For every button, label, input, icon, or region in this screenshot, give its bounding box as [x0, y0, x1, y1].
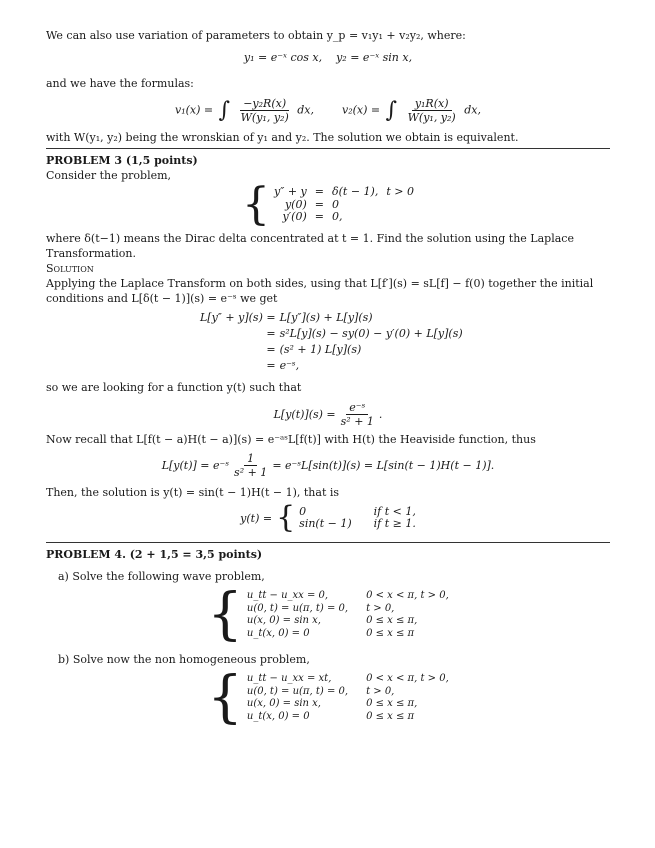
integral-sign: ∫: [218, 98, 231, 123]
derivation-cell: L[y″](s) + L[y](s): [279, 311, 373, 324]
left-brace: {: [242, 179, 271, 230]
problem3-system: [46, 179, 610, 230]
integral-sign: ∫: [385, 98, 398, 123]
v1-formula: [175, 97, 314, 124]
system-cell: δ(t − 1),: [331, 185, 379, 199]
piecewise-cell: if t < 1,: [373, 504, 416, 518]
system-cell: y(0): [284, 197, 307, 211]
laplace-derivation: [46, 310, 610, 374]
system-cell: 0,: [331, 210, 343, 224]
wave-b-cell: u(0, t) = u(π, t) = 0,: [246, 685, 349, 697]
piecewise-grid: [299, 506, 416, 531]
laplace-y-eq: [46, 401, 610, 428]
v1-dx: dx,: [297, 103, 314, 117]
system-cell: y′(0): [282, 210, 307, 224]
wave-b-cell: u(x, 0) = sin x,: [246, 698, 321, 709]
system-cell: [386, 211, 414, 224]
y-definitions: [46, 50, 610, 65]
y1-eq: y₁ = e⁻ˣ cos x,: [243, 51, 323, 64]
derivation-cell: =: [266, 359, 276, 372]
v1-lhs: v₁(x) =: [175, 103, 214, 117]
wave-b-cell: 0 < x < π, t > 0,: [366, 673, 449, 684]
v1-numerator: −y₂R(x): [240, 97, 289, 111]
wronskian-text: with W(y₁, y₂) being the wronskian of y₁ and y₂. The solution we obtain is equivalent.: [46, 131, 519, 144]
wave-b-cell: t > 0,: [366, 685, 395, 697]
ly-lhs: L[y(t)](s) =: [273, 408, 336, 421]
result-fraction: [231, 452, 270, 479]
derivation-cell: s²L[y](s) − sy(0) − y′(0) + L[y](s): [279, 327, 463, 340]
wave-a-cell: t > 0,: [366, 602, 395, 614]
derivation-cell: =: [266, 343, 276, 356]
v2-formula: [342, 97, 481, 124]
document-page: [46, 28, 610, 730]
wave-system-a-grid: [247, 590, 449, 640]
wave-a-cell: u(x, 0) = sin x,: [246, 615, 321, 626]
section-divider: [46, 148, 610, 149]
piecewise-cell: if t ≥ 1.: [373, 517, 416, 530]
left-brace: {: [276, 500, 296, 535]
ly-denominator: s² + 1: [340, 415, 374, 428]
wave-a-cell: 0 ≤ x ≤ π: [366, 627, 415, 639]
system-cell: =: [314, 197, 324, 211]
system-cell: y″ + y: [274, 185, 307, 199]
system-cell: =: [314, 210, 324, 224]
wave-a-cell: u_tt − u_xx = 0,: [246, 590, 329, 601]
v1-fraction: [238, 97, 292, 124]
result-lhs: L[y(t)] = e⁻ˢ: [161, 459, 230, 472]
wave-system-b-grid: [247, 673, 449, 723]
problem3-applying: Applying the Laplace Transform on both sides, using that L[f′](s) = sL[f] − f(0) together the initial conditions and L[δ(t − 1)](s) = e⁻ˢ we get: [46, 277, 594, 305]
laplace-result-eq: [46, 452, 610, 479]
result-numerator: 1: [244, 452, 257, 466]
piecewise-solution: [46, 500, 610, 535]
wave-b-cell: 0 ≤ x ≤ π,: [366, 698, 418, 709]
piecewise-lhs: y(t) =: [240, 511, 273, 525]
v2-fraction: [405, 97, 459, 124]
problem3-looking: so we are looking for a function y(t) such that: [46, 381, 302, 394]
piecewise-cell: sin(t − 1): [299, 517, 352, 530]
wave-a-cell: u(0, t) = u(π, t) = 0,: [246, 602, 349, 614]
problem3-system-grid: [274, 186, 414, 224]
system-cell: t > 0: [386, 185, 414, 199]
wave-b-cell: u_t(x, 0) = 0: [246, 710, 310, 722]
v2-lhs: v₂(x) =: [342, 103, 381, 117]
v2-numerator: y₁R(x): [412, 97, 452, 111]
wave-b-cell: u_tt − u_xx = xt,: [246, 673, 332, 684]
derivation-cell: (s² + 1) L[y](s): [279, 343, 362, 356]
left-brace: {: [207, 582, 243, 647]
intro-line: We can also use variation of parameters to obtain y_p = v₁y₁ + v₂y₂, where:: [46, 29, 466, 42]
derivation-cell: L[y″ + y](s) =: [200, 311, 276, 324]
problem3-recall: Now recall that L[f(t − a)H(t − a)](s) = e⁻ᵃˢL[f(t)] with H(t) the Heaviside function, thus: [46, 433, 536, 446]
wave-a-cell: 0 < x < π, t > 0,: [366, 590, 449, 601]
wave-a-cell: 0 ≤ x ≤ π,: [366, 615, 418, 626]
result-denominator: s² + 1: [234, 466, 268, 479]
problem3-then: Then, the solution is y(t) = sin(t − 1)H(t − 1), that is: [46, 486, 340, 499]
wave-a-cell: u_t(x, 0) = 0: [246, 627, 310, 639]
result-rhs: = e⁻ˢL[sin(t)](s) = L[sin(t − 1)H(t − 1)].: [272, 459, 495, 472]
v1-denominator: W(y₁, y₂): [240, 111, 289, 124]
ly-fraction: [338, 401, 377, 428]
derivation-cell: =: [266, 327, 276, 340]
wave-system-a: [46, 582, 610, 647]
system-cell: 0: [331, 197, 339, 211]
system-cell: [386, 199, 414, 212]
y2-eq: y₂ = e⁻ˣ sin x,: [336, 51, 413, 64]
ly-end: .: [378, 408, 383, 421]
wave-b-cell: 0 ≤ x ≤ π: [366, 710, 415, 722]
problem3-consider: Consider the problem,: [46, 169, 172, 182]
v2-denominator: W(y₁, y₂): [407, 111, 456, 124]
problem3-where: where δ(t−1) means the Dirac delta concentrated at t = 1. Find the solution using the Laplace Transformation.: [46, 232, 574, 260]
problem4-part-a: a) Solve the following wave problem,: [58, 570, 265, 583]
problem4-heading: PROBLEM 4. (2 + 1,5 = 3,5 points): [46, 548, 263, 561]
problem4-part-b: b) Solve now the non homogeneous problem,: [58, 653, 310, 666]
derivation-cell: e⁻ˢ,: [279, 359, 300, 372]
ly-numerator: e⁻ˢ: [346, 401, 368, 415]
formulas-text: and we have the formulas:: [46, 77, 194, 90]
left-brace: {: [207, 665, 243, 730]
v2-dx: dx,: [464, 103, 481, 117]
piecewise-cell: 0: [299, 504, 307, 518]
derivation-grid: [200, 310, 463, 374]
wave-system-b: [46, 665, 610, 730]
system-cell: =: [314, 185, 324, 199]
problem3-heading: PROBLEM 3 (1,5 points): [46, 154, 198, 167]
solution-label: Solution: [46, 262, 94, 275]
section-divider: [46, 542, 610, 543]
v-formulas: [46, 97, 610, 124]
